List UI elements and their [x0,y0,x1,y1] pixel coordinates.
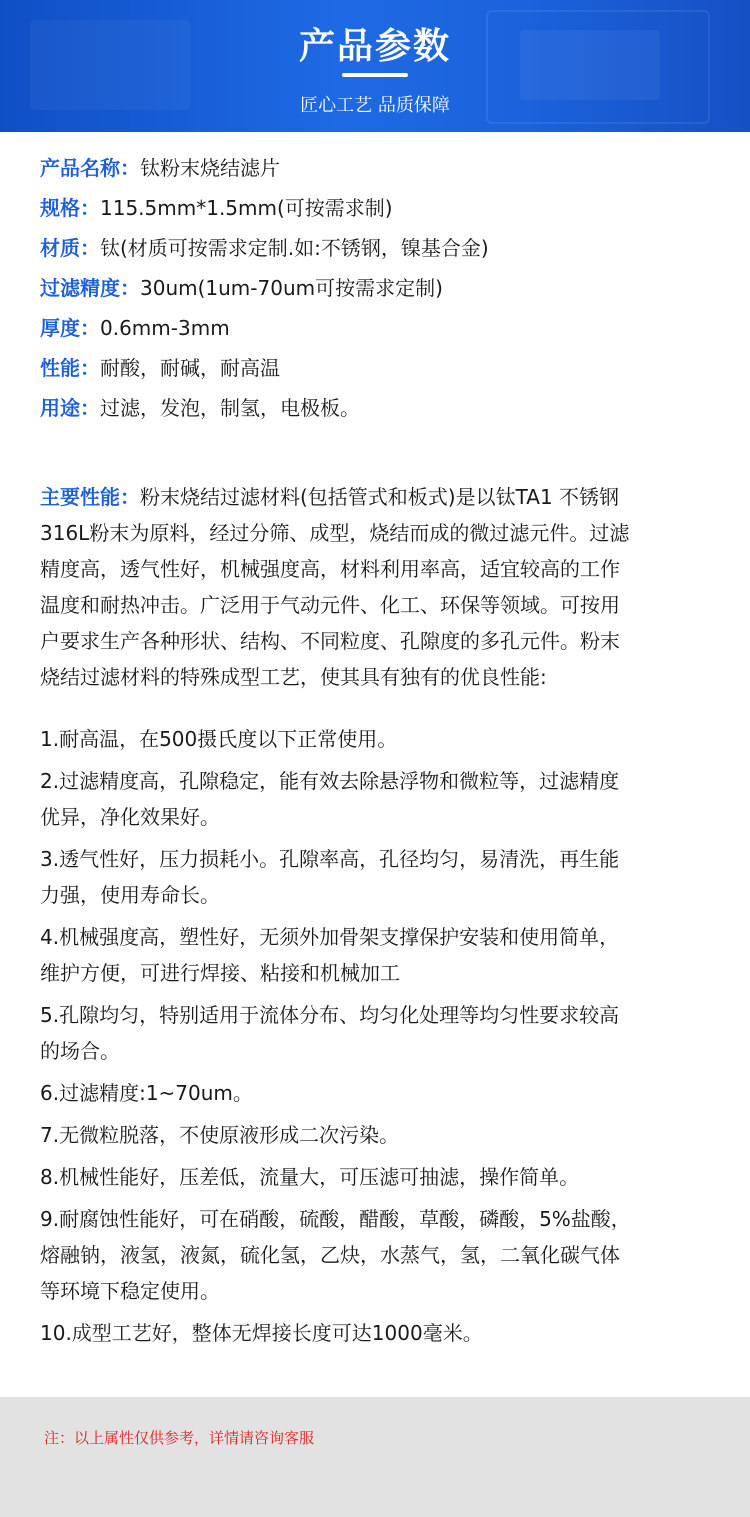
spec-label: 产品名称： [40,156,140,180]
main-performance [40,479,720,695]
list-line: 10.成型工艺好，整体无焊接长度可达1000毫米。 [40,1321,483,1345]
spec-value: 30um(1um-70um可按需求定制) [140,276,443,300]
footer-note-area [0,1397,750,1517]
main-text: 粉末烧结过滤材料(包括管式和板式)是以钛TA1 不锈钢 [140,485,620,509]
list-item [40,997,720,1069]
list-line: 4.机械强度高，塑性好，无须外加骨架支撑保护安装和使用简单， [40,925,620,949]
spec-row-size [40,190,720,230]
list-line: 6.过滤精度:1~70um。 [40,1081,253,1105]
list-line: 1.耐高温，在500摄氏度以下正常使用。 [40,727,398,751]
list-line: 维护方便，可进行焊接、粘接和机械加工 [40,961,400,985]
spec-label: 性能： [40,356,100,380]
spec-label: 厚度： [40,316,100,340]
spec-row-usage [40,390,720,430]
list-item [40,1315,720,1351]
main-line: 温度和耐热冲击。广泛用于气动元件、化工、环保等领域。可按用 [40,593,620,617]
spec-label: 规格： [40,196,100,220]
list-line: 熔融钠，液氢，液氮，硫化氢，乙炔，水蒸气，氢，二氧化碳气体 [40,1243,620,1267]
page-subtitle: 匠心工艺 品质保障 [300,95,450,116]
main-line: 精度高，透气性好，机械强度高，材料利用率高，适宜较高的工作 [40,557,620,581]
list-item [40,763,720,835]
list-item [40,841,720,913]
list-line: 优异，净化效果好。 [40,805,220,829]
list-line: 等环境下稳定使用。 [40,1279,220,1303]
disclaimer-note: 注：以上属性仅供参考，详情请咨询客服 [44,1429,315,1447]
list-item [40,1075,720,1111]
list-line: 8.机械性能好，压差低，流量大，可压滤可抽滤，操作简单。 [40,1165,580,1189]
list-line: 3.透气性好，压力损耗小。孔隙率高，孔径均匀，易清洗，再生能 [40,847,620,871]
spec-value: 耐酸，耐碱，耐高温 [100,356,280,380]
main-label: 主要性能： [40,485,140,509]
spec-row-precision [40,270,720,310]
list-line: 的场合。 [40,1039,120,1063]
list-item [40,919,720,991]
list-item [40,721,720,757]
list-line: 力强，使用寿命长。 [40,883,220,907]
spec-label: 过滤精度： [40,276,140,300]
main-line: 户要求生产各种形状、结构、不同粒度、孔隙度的多孔元件。粉末 [40,629,620,653]
main-line [40,479,720,515]
spec-value: 0.6mm-3mm [100,316,230,340]
spec-row-performance [40,350,720,390]
spec-row-name [40,150,720,190]
list-line: 5.孔隙均匀，特别适用于流体分布、均匀化处理等均匀性要求较高 [40,1003,620,1027]
spec-row-material [40,230,720,270]
feature-list [40,721,720,1357]
main-line: 316L粉末为原料，经过分筛、成型，烧结而成的微过滤元件。过滤 [40,521,630,545]
spec-label: 用途： [40,396,100,420]
list-item [40,1201,720,1309]
list-line: 2.过滤精度高，孔隙稳定，能有效去除悬浮物和微粒等，过滤精度 [40,769,620,793]
spec-value: 钛粉末烧结滤片 [140,156,280,180]
spec-label: 材质： [40,236,100,260]
title-underline [342,73,408,77]
spec-list [40,150,720,430]
list-line: 9.耐腐蚀性能好，可在硝酸，硫酸，醋酸，草酸，磷酸，5%盐酸， [40,1207,631,1231]
list-line: 7.无微粒脱落，不使原液形成二次污染。 [40,1123,400,1147]
page-title: 产品参数 [298,26,451,67]
spec-row-thickness [40,310,720,350]
header-banner [0,0,750,132]
spec-value: 钛(材质可按需求定制.如:不锈钢，镍基合金) [100,236,489,260]
list-item [40,1159,720,1195]
list-item [40,1117,720,1153]
spec-value: 115.5mm*1.5mm(可按需求制) [100,196,393,220]
spec-value: 过滤，发泡，制氢，电极板。 [100,396,360,420]
main-line: 烧结过滤材料的特殊成型工艺，使其具有独有的优良性能: [40,665,547,689]
